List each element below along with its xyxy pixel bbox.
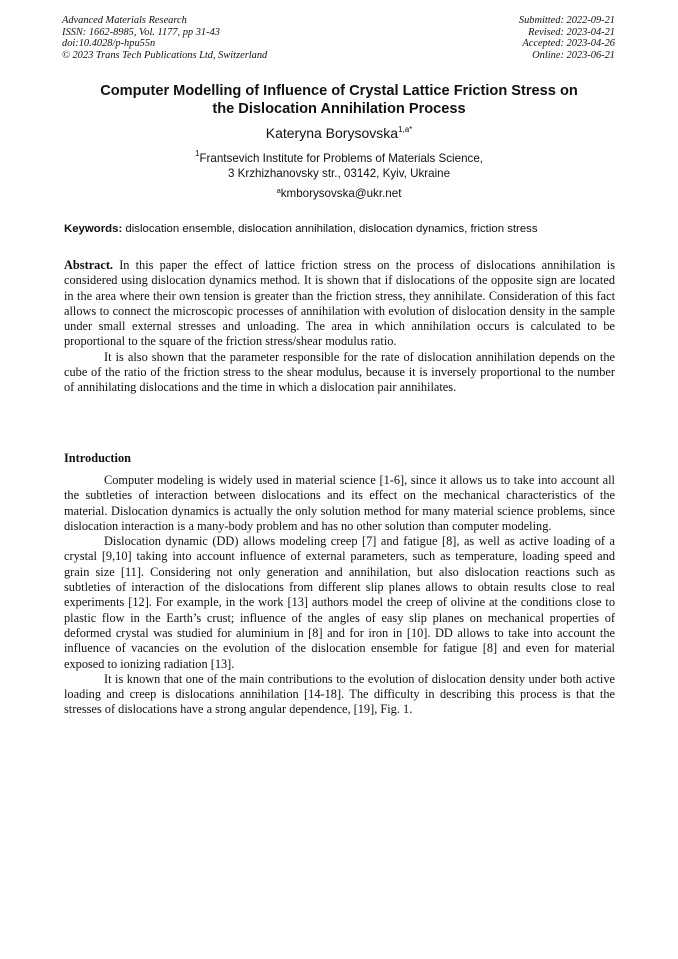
abstract-paragraph-1 <box>64 258 615 350</box>
affiliation-mark: 1 <box>195 149 200 158</box>
copyright: © 2023 Trans Tech Publications Ltd, Switzerland <box>62 49 268 61</box>
abstract-label: Abstract. <box>64 258 114 272</box>
revised-date: Revised: 2023-04-21 <box>528 26 615 38</box>
online-date: Online: 2023-06-21 <box>532 49 615 61</box>
keywords <box>64 222 616 236</box>
intro-paragraph-2: Dislocation dynamic (DD) allows modeling creep [7] and fatigue [8], as well as active loading of a crystal [9,10] taking into account influence of external parameters, such as temperature, loading speed and grain size [11]. Considering not only generation and annihilation, but also dislocation reactions such as subtleties of interaction of the dislocations from different slip planes allows to obtain results close to real experiments [12]. For example, in the work [13] authors model the creep of olivine at the conditions close to plastic flow in the Earth’s crust; influence of the angles of easy slip planes on mechanical properties of deformed crystal was studied for aluminium in [8] and for iron in [10]. DD allows to take into account the influence of vacancies on the evolution of the dislocation ensemble for fatigue [8] and even for material exposed to ionizing radiation [13]. <box>64 534 615 671</box>
submitted-date: Submitted: 2022-09-21 <box>518 15 615 26</box>
abstract-paragraph-2: It is also shown that the parameter responsible for the rate of dislocation annihilation depends on the cube of the ratio of the friction stress to the shear modulus, because it is inversely proportional to the number of annihilating dislocations and the time in which a dislocation pair annihilates. <box>64 349 615 395</box>
author-name: Kateryna Borysovska <box>265 125 399 141</box>
abstract <box>64 258 615 396</box>
keywords-label: Keywords: <box>64 223 123 235</box>
email-mark: a <box>276 186 281 195</box>
affiliation <box>62 151 616 181</box>
intro-paragraph-1: Computer modeling is widely used in material science [1-6], since it allows us to take into account all the subtleties of interaction between dislocations and its effect on the mechanical characteristics of the material. Dislocation dynamics is actually the only solution method for many material science problems, since dislocation interaction is a many-body problem and has no other solution than computer modeling. <box>64 473 615 533</box>
title-line-1: Computer Modelling of Influence of Crystal Lattice Friction Stress on <box>100 83 578 99</box>
journal-name: Advanced Materials Research <box>62 15 187 26</box>
intro-paragraph-3: It is known that one of the main contributions to the evolution of dislocation density under both active loading and creep is dislocations annihilation [14-18]. The difficulty in describing this process is that the stresses of dislocations have a strong angular dependence, [19], Fig. 1. <box>64 671 615 717</box>
author <box>62 124 616 142</box>
journal-info <box>62 15 267 61</box>
publication-dates <box>519 15 615 61</box>
introduction-body <box>64 473 615 718</box>
author-email <box>62 187 616 201</box>
issn-volume: ISSN: 1662-8985, Vol. 1177, pp 31-43 <box>62 26 220 38</box>
title-line-2: the Dislocation Annihilation Process <box>212 101 466 117</box>
email-address[interactable]: kmborysovska@ukr.net <box>280 187 402 200</box>
author-marks: 1,a* <box>398 125 413 134</box>
affiliation-line-1: Frantsevich Institute for Problems of Materials Science, <box>199 152 483 165</box>
doi[interactable]: doi:10.4028/p-hpu55n <box>62 38 156 50</box>
accepted-date: Accepted: 2023-04-26 <box>522 38 615 50</box>
section-heading-introduction: Introduction <box>64 451 131 465</box>
paper-title <box>62 82 616 118</box>
keywords-text: dislocation ensemble, dislocation annihilation, dislocation dynamics, friction stress <box>125 223 538 235</box>
affiliation-line-2: 3 Krzhizhanovsky str., 03142, Kyiv, Ukraine <box>227 167 451 180</box>
abstract-text-1: In this paper the effect of lattice friction stress on the process of dislocations annihilation is considered using dislocation dynamics method. It is shown that if dislocations of the opposite sign are located in the area where their own tension is greater than the friction stress, they annihilate. Consideration of this fact allows to connect the microscopic processes of annihilation with evolution of dislocation density in the sample under small external stresses and unloading. The area in which annihilation occurs is calculated to be proportional to the square of the friction stress/shear modulus ratio. <box>64 258 615 349</box>
